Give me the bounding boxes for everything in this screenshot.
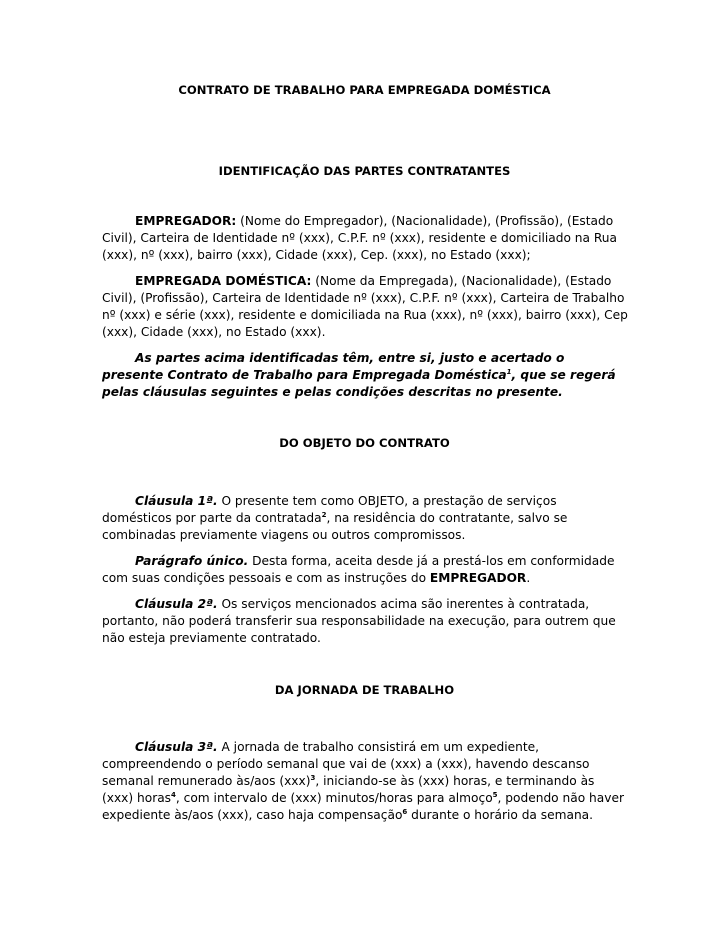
clause-1-paragraph (102, 493, 628, 544)
employee-label: EMPREGADA DOMÉSTICA: (135, 274, 312, 288)
employee-paragraph (102, 273, 628, 341)
footnote-ref-5: 5 (492, 790, 498, 799)
footnote-ref-3: 3 (310, 773, 316, 782)
section-heading-parties: IDENTIFICAÇÃO DAS PARTES CONTRATANTES (218, 164, 511, 178)
clause-1-text-end: , na residência do contratante, salvo se combinadas previamente viagens ou outros compromissos. (102, 511, 568, 542)
employer-label: EMPREGADOR: (135, 214, 237, 228)
clause-3-paragraph (102, 739, 628, 824)
section-heading-object: DO OBJETO DO CONTRATO (279, 436, 450, 450)
document-title: CONTRATO DE TRABALHO PARA EMPREGADA DOMÉSTICA (178, 83, 551, 97)
clause-3-text-1: A jornada de trabalho consistirá em um expediente, compreendendo o período semanal que vai de (xxx) a (xxx), havendo descanso semanal remunerado às/aos (xxx) (102, 740, 590, 788)
clause-3-label: Cláusula 3ª. (135, 740, 218, 754)
employee-text: (Nome da Empregada), (Nacionalidade), (Estado Civil), (Profissão), Carteira de Identidade nº (xxx), C.P.F. nº (xxx), Carteira de Trabalho nº (xxx) e série (xxx), residente e domiciliada na Rua (xxx), nº (xxx), bairro (xxx), Cep (xxx), Cidade (xxx), no Estado (xxx). (102, 274, 628, 339)
paragraph-unico-end: . (526, 571, 531, 585)
clause-3-text-5: durante o horário da semana. (407, 808, 594, 822)
employer-text: (Nome do Empregador), (Nacionalidade), (Profissão), (Estado Civil), Carteira de Identidade nº (xxx), C.P.F. nº (xxx), residente e domiciliado na Rua (xxx), nº (xxx), bairro (xxx), Cidade (xxx), Cep. (xxx), no Estado (xxx); (102, 214, 617, 262)
agreement-paragraph (102, 350, 628, 401)
footnote-ref-1: 1 (506, 367, 512, 376)
clause-1-text-start: O presente tem como OBJETO, a prestação de serviços domésticos por parte da contratada (102, 494, 557, 525)
clause-3-text-3: , com intervalo de (xxx) minutos/horas para almoço (175, 791, 493, 805)
paragraph-unico-label: Parágrafo único. (135, 554, 249, 568)
paragraph-unico-text: Desta forma, aceita desde já a prestá-los em conformidade com suas condições pessoais e com as instruções do (102, 554, 615, 585)
paragraph-unico (102, 553, 628, 587)
employer-paragraph (102, 213, 628, 264)
clause-3-text-4: , podendo não haver expediente às/aos (xxx), caso haja compensação (102, 791, 624, 822)
clause-2-text: Os serviços mencionados acima são inerentes à contratada, portanto, não poderá transferir sua responsabilidade na execução, para outrem que não esteja previamente contratado. (102, 597, 616, 645)
footnote-ref-2: 2 (321, 510, 327, 519)
clause-2-paragraph (102, 596, 628, 647)
agreement-text-end: , que se regerá pelas cláusulas seguintes e pelas condições descritas no presente. (102, 368, 616, 399)
footnote-ref-4: 4 (171, 790, 176, 799)
section-heading-hours: DA JORNADA DE TRABALHO (274, 683, 455, 697)
agreement-text-start: As partes acima identificadas têm, entre si, justo e acertado o presente Contrato de Trabalho para Empregada Doméstica (102, 351, 565, 382)
clause-3-text-2: , iniciando-se às (xxx) horas, e terminando às (xxx) horas (102, 774, 595, 805)
footnote-ref-6: 6 (402, 807, 408, 816)
clause-2-label: Cláusula 2ª. (135, 597, 218, 611)
clause-1-label: Cláusula 1ª. (135, 494, 218, 508)
paragraph-unico-employer: EMPREGADOR (429, 571, 527, 585)
